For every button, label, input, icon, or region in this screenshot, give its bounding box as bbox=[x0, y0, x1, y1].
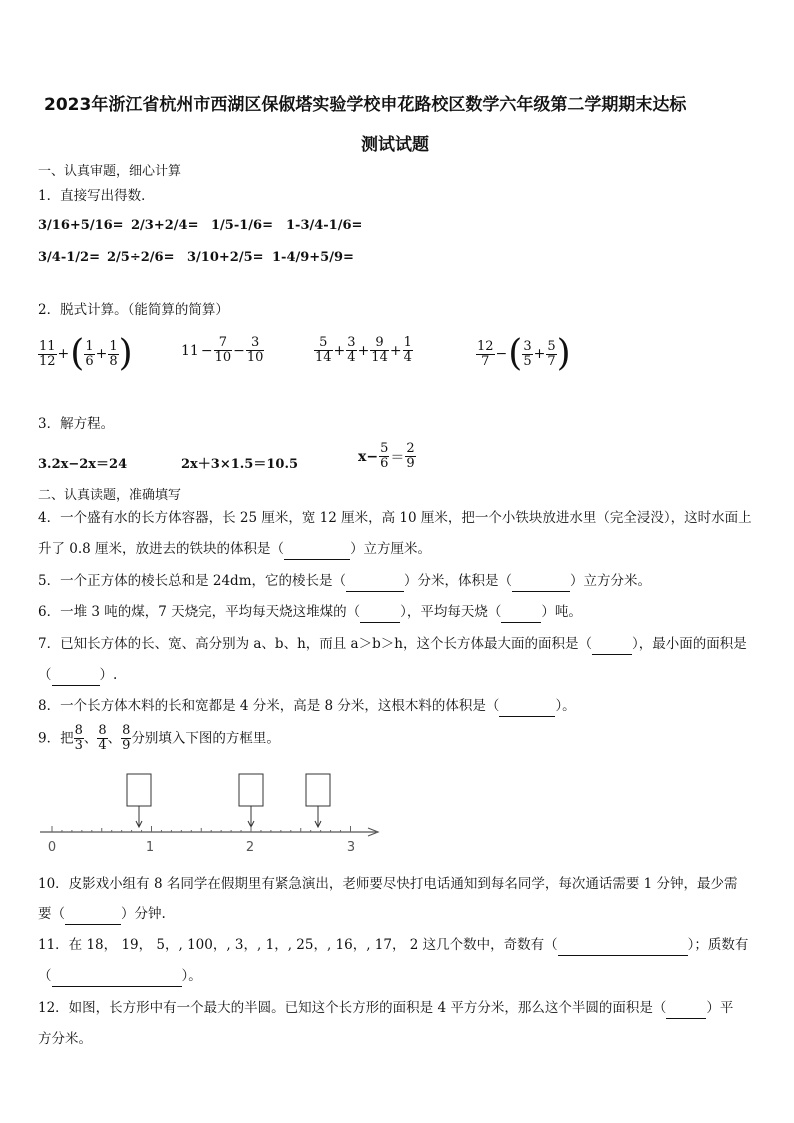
question-1-label: 1．直接写出得数． bbox=[38, 188, 155, 204]
fraction: $\frac{11}{12}$ bbox=[39, 338, 56, 369]
question-3-label: 3．解方程。 bbox=[38, 416, 115, 432]
number-line-figure bbox=[36, 770, 386, 856]
tick-label: 2 bbox=[245, 840, 255, 855]
fraction: $\frac{5}{7}$ bbox=[547, 338, 556, 369]
answer-blank[interactable] bbox=[666, 998, 706, 1019]
fraction: $\frac{5}{6}$ bbox=[380, 441, 389, 471]
fraction: $\frac{1}{8}$ bbox=[109, 338, 118, 369]
question-12-line2: 方分米。 bbox=[38, 1031, 92, 1047]
section-heading: 二、认真读题，准确填写 bbox=[38, 488, 182, 503]
expression-2: 11 − $\frac{7}{10}$ − $\frac{3}{10}$ bbox=[181, 335, 264, 365]
equation-2: 2x＋3×1.5＝10.5 bbox=[181, 457, 299, 472]
tick-label: 0 bbox=[47, 840, 57, 855]
question-7-line1: 7．已知长方体的长、宽、高分别为 a、b、h，而且 a＞b＞h，这个长方体最大面的面积是（ ），最小面的面积是 bbox=[38, 634, 747, 655]
tick-label: 1 bbox=[145, 840, 155, 855]
answer-blank[interactable] bbox=[360, 602, 400, 623]
question-5: 5．一个正方体的棱长总和是 24dm，它的棱长是（ ）分米，体积是（ ）立方分米。 bbox=[38, 571, 651, 592]
tick-label: 3 bbox=[346, 840, 356, 855]
answer-blank[interactable] bbox=[52, 665, 100, 686]
answer-blank[interactable] bbox=[501, 602, 541, 623]
right-paren: ) bbox=[118, 333, 133, 374]
calc-item: 1/5-1/6= bbox=[211, 218, 273, 233]
question-10-line1: 10．皮影戏小组有 8 名同学在假期里有紧急演出，老师要尽快打电话通知到每名同学，每次通话需要 1 分钟，最少需 bbox=[38, 876, 738, 892]
question-9: 9．把 $\frac{8}{3}$ 、 $\frac{8}{4}$ 、 $\frac{8}{9}$ 分别填入下图的方框里。 bbox=[38, 723, 280, 753]
answer-blank[interactable] bbox=[592, 634, 632, 655]
answer-box[interactable] bbox=[306, 774, 330, 806]
fraction: $\frac{9}{14}$ bbox=[371, 335, 388, 365]
calc-item: 2/3+2/4= bbox=[131, 218, 199, 233]
equation-1: 3.2x−2x＝24 bbox=[38, 457, 128, 472]
question-10-line2: 要（ ）分钟. bbox=[38, 904, 166, 925]
equation-3: x− $\frac{5}{6}$ ＝ $\frac{2}{9}$ bbox=[358, 441, 415, 471]
answer-blank[interactable] bbox=[65, 904, 121, 925]
fraction: $\frac{3}{5}$ bbox=[523, 338, 532, 369]
calc-item: 1-3/4-1/6= bbox=[286, 218, 363, 233]
answer-blank[interactable] bbox=[284, 539, 350, 560]
fraction: $\frac{1}{6}$ bbox=[85, 338, 94, 369]
fraction: $\frac{3}{4}$ bbox=[347, 335, 356, 365]
question-12-line1: 12．如图，长方形中有一个最大的半圆。已知这个长方形的面积是 4 平方分米，那么这个半圆的面积是（ ）平 bbox=[38, 998, 733, 1019]
right-paren: ) bbox=[556, 333, 571, 374]
question-11-line2: （ ）。 bbox=[38, 966, 202, 987]
question-8: 8．一个长方体木料的长和宽都是 4 分米，高是 8 分米，这根木料的体积是（ ）。 bbox=[38, 696, 576, 717]
fraction: $\frac{12}{7}$ bbox=[477, 338, 494, 369]
question-4-line1: 4．一个盛有水的长方体容器，长 25 厘米，宽 12 厘米，高 10 厘米，把一个小铁块放进水里（完全浸没），这时水面上 bbox=[38, 510, 752, 526]
fraction: $\frac{8}{3}$ bbox=[74, 723, 83, 753]
expression-3: $\frac{5}{14}$ + $\frac{3}{4}$ + $\frac{9}{14}$ + $\frac{1}{4}$ bbox=[315, 335, 412, 365]
fraction: $\frac{2}{9}$ bbox=[406, 441, 415, 471]
page-title-line2: 测试试题 bbox=[361, 135, 429, 155]
fraction: $\frac{5}{14}$ bbox=[315, 335, 332, 365]
answer-box[interactable] bbox=[127, 774, 151, 806]
answer-blank[interactable] bbox=[52, 966, 182, 987]
answer-blank[interactable] bbox=[346, 571, 404, 592]
section-heading: 一、认真审题，细心计算 bbox=[38, 164, 182, 179]
fraction: $\frac{3}{10}$ bbox=[246, 335, 264, 365]
expression-4: $\frac{12}{7}$ −( $\frac{3}{5}$ + $\frac{5}{7}$ ) bbox=[477, 333, 571, 374]
calc-item: 2/5÷2/6= bbox=[107, 250, 175, 265]
question-4-line2: 升了 0.8 厘米，放进去的铁块的体积是（ ）立方厘米。 bbox=[38, 539, 431, 560]
fraction: $\frac{8}{9}$ bbox=[122, 723, 131, 753]
question-6: 6．一堆 3 吨的煤，7 天烧完，平均每天烧这堆煤的（ ），平均每天烧（ ）吨。 bbox=[38, 602, 582, 623]
calc-item: 3/10+2/5= bbox=[187, 250, 264, 265]
answer-blank[interactable] bbox=[558, 935, 688, 956]
calc-item: 1-4/9+5/9= bbox=[272, 250, 354, 265]
answer-blank[interactable] bbox=[499, 696, 555, 717]
left-paren: ( bbox=[508, 333, 523, 374]
fraction: $\frac{7}{10}$ bbox=[214, 335, 232, 365]
fraction: $\frac{1}{4}$ bbox=[403, 335, 412, 365]
page-title: 2023年浙江省杭州市西湖区保俶塔实验学校申花路校区数学六年级第二学期期末达标 bbox=[44, 95, 687, 115]
fraction: $\frac{8}{4}$ bbox=[98, 723, 107, 753]
question-2-label: 2．脱式计算。（能简算的简算） bbox=[38, 302, 229, 318]
calc-item: 3/16+5/16= bbox=[38, 218, 124, 233]
question-7-line2: （ ）. bbox=[38, 665, 117, 686]
calc-item: 3/4-1/2= bbox=[38, 250, 100, 265]
answer-box[interactable] bbox=[239, 774, 263, 806]
answer-blank[interactable] bbox=[512, 571, 570, 592]
expression-1: $\frac{11}{12}$ +( $\frac{1}{6}$ + $\frac{1}{8}$ ) bbox=[39, 333, 133, 374]
left-paren: ( bbox=[70, 333, 85, 374]
question-11-line1: 11．在 18， 19， 5，, 100，, 3，, 1，, 25，, 16，, 17， 2 这几个数中，奇数有（ ）；质数有 bbox=[38, 935, 748, 956]
